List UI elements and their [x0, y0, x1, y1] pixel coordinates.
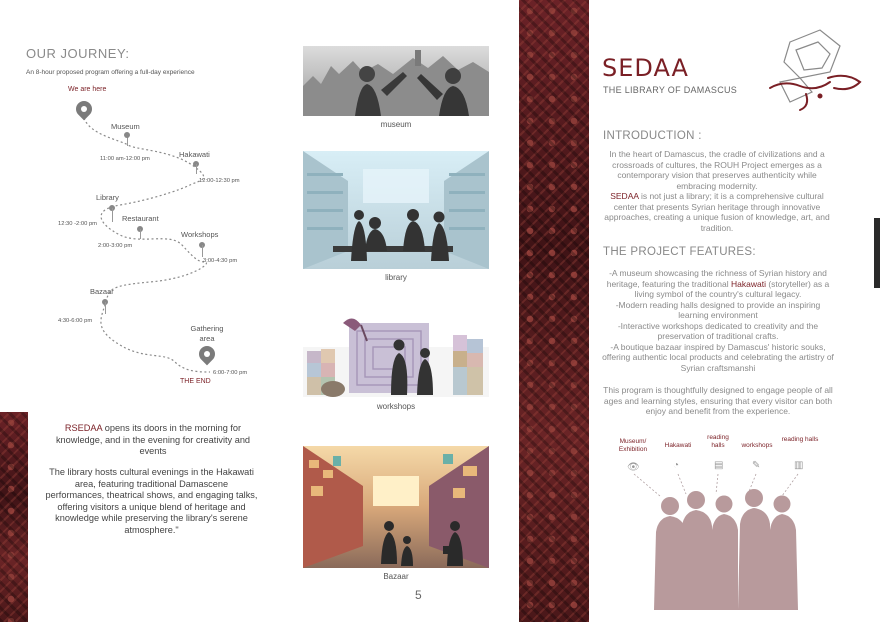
sedaa-subtitle: THE LIBRARY OF DAMASCUS	[603, 85, 738, 95]
introduction-text	[604, 149, 830, 233]
workshops-image	[303, 305, 489, 397]
stop-library-time: 12:30 -2:00 pm	[58, 221, 97, 227]
pin-stem	[105, 302, 106, 314]
features-heading: THE PROJECT FEATURES:	[603, 246, 756, 258]
stop-library-name: Library	[96, 193, 119, 202]
museum-caption: museum	[380, 120, 412, 129]
stop-restaurant-name: Restaurant	[122, 214, 159, 223]
feature-reading-halls: -Modern reading halls designed to provide an inspiring learning environment	[615, 299, 821, 320]
visitors-silhouette	[612, 460, 832, 610]
eye-icon: 👁	[627, 462, 640, 473]
carpet-strip-left	[0, 412, 28, 622]
sedaa-accent: SEDAA	[610, 191, 639, 201]
label-museum-exhibition: Museum/ Exhibition	[618, 438, 648, 453]
workshops-caption: workshops	[376, 402, 416, 411]
label-reading-halls-1: reading halls	[707, 434, 729, 449]
the-end-label: THE END	[180, 378, 211, 385]
library-caption: library	[385, 273, 407, 282]
sedaa-calligraphy-logo	[760, 22, 868, 114]
book-open-icon: ▥	[794, 460, 804, 471]
intro-paragraph-text: opens its doors in the morning for knowledge, and in the evening for creativity and events	[55, 423, 251, 456]
stop-workshops-name: Workshops	[181, 230, 219, 239]
introduction-heading: INTRODUCTION :	[603, 130, 702, 142]
pin-stem	[112, 208, 113, 222]
journey-route	[0, 0, 300, 400]
bazaar-caption: Bazaar	[383, 572, 409, 581]
label-hakawati: Hakawati	[664, 442, 692, 449]
we-are-here-label: We are here	[68, 86, 107, 93]
label-workshops: workshops	[741, 442, 773, 449]
sedaa-title: SEDAA	[602, 54, 689, 82]
stop-museum-time: 11:00 am-12:00 pm	[100, 156, 150, 162]
pin-stem	[140, 229, 141, 239]
book-icon: ▤	[714, 460, 724, 471]
pin-stem	[196, 164, 197, 174]
rsedaa-accent: RSEDAA	[64, 423, 103, 433]
ear-icon: ◔	[673, 460, 680, 471]
cultural-evenings-paragraph: The library hosts cultural evenings in the Hakawati area, featuring traditional Damascene performances, theatrical shows, and engaging talks, offering visitors a unique blend of heritage and knowledge while preserving the library's serene atmosphere."	[45, 467, 258, 535]
palette-icon: ✎	[752, 460, 761, 471]
page-number: 5	[415, 588, 422, 602]
stop-bazaar-time: 4:30-6:00 pm	[58, 318, 93, 324]
library-image	[303, 151, 489, 269]
stop-workshops-time: 3:00-4:30 pm	[203, 258, 238, 264]
stop-museum-name: Museum	[111, 122, 140, 131]
stop-gathering-name: Gathering area	[190, 324, 224, 343]
intro-paragraph	[48, 423, 258, 458]
museum-image	[303, 46, 489, 116]
carpet-strip-center	[519, 0, 589, 622]
stop-hakawati-name: Hakawati	[179, 150, 210, 159]
page-edge-mark	[874, 218, 880, 288]
introduction-p2: is not just a library; it is a comprehensive cultural center that presents Syrian heritage through innovative approaches, creating a unique fusion of knowledge, art, and tradition.	[604, 191, 830, 233]
feature-workshops: -Interactive workshops dedicated to creativity and the preservation of traditional crafts.	[617, 320, 819, 341]
closing-paragraph: This program is thoughtfully designed to engage people of all ages and learning styles, ensuring that every visitor can both enjoy and benefit from the experience.	[603, 385, 833, 416]
stop-gathering-time: 6:00-7:00 pm	[213, 370, 248, 376]
features-list	[602, 268, 834, 373]
map-pin-icon	[124, 132, 130, 138]
journey-subtitle: An 8-hour proposed program offering a full-day experience	[26, 69, 195, 76]
feature-museum: -A museum showcasing the richness of Syrian history and heritage, featuring the traditional Hakawati (storyteller) as a living symbol of the country's cultural legacy.	[606, 268, 830, 299]
journey-title: OUR JOURNEY:	[26, 46, 130, 61]
pin-stem	[202, 245, 203, 257]
label-reading-halls-2: reading halls	[781, 436, 819, 443]
introduction-p1: In the heart of Damascus, the cradle of civilizations and a crossroads of cultures, the ROUH Project emerges as a contemporary vision that preserves authenticity while embracing modernity.	[609, 149, 825, 191]
bazaar-image	[303, 446, 489, 568]
stop-restaurant-time: 2:00-3:00 pm	[98, 243, 133, 249]
stop-hakawati-time: 12:00-12:30 pm	[199, 178, 240, 184]
stop-bazaar-name: Bazaar	[90, 287, 114, 296]
feature-bazaar: -A boutique bazaar inspired by Damascus' historic souks, offering authentic local products and celebrating the artistry of Syrian craftsmanshi	[602, 341, 834, 373]
